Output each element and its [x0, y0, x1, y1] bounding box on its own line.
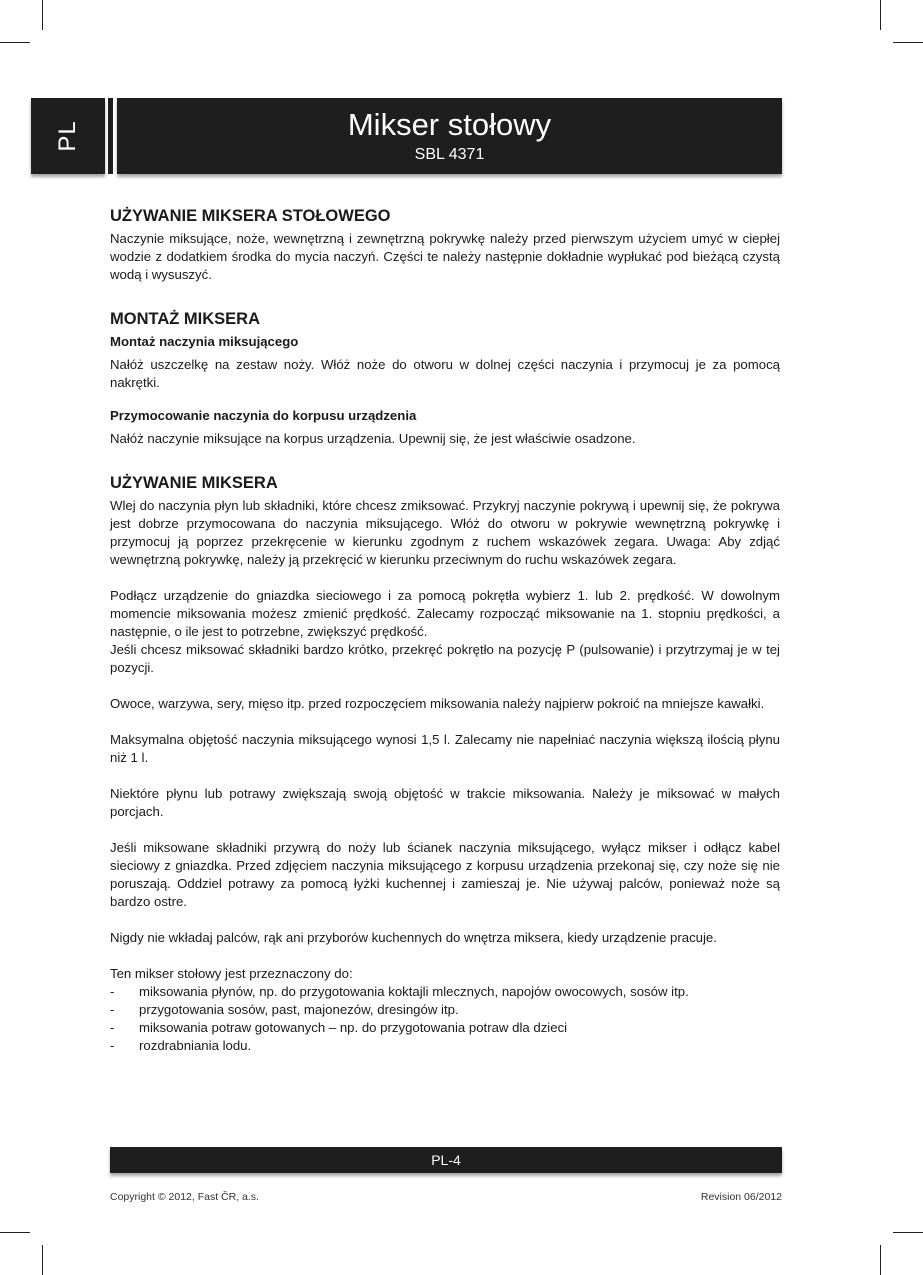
paragraph: Naczynie miksujące, noże, wewnętrzną i zewnętrzną pokrywkę należy przed pierwszym użyciem umyć w ciepłej wodzie z dodatkiem środka do mycia naczyń. Części te należy następnie dokładnie wypłukać pod bieżącą czystą wodą i wysuszyć.	[110, 231, 780, 282]
language-label: PL	[54, 120, 81, 152]
paragraph: Nigdy nie wkładaj palców, rąk ani przyborów kuchennych do wnętrza miksera, kiedy urządzenie pracuje.	[110, 930, 717, 945]
list-item: - miksowania płynów, np. do przygotowania koktajli mlecznych, napojów owocowych, sosów itp.	[110, 984, 689, 999]
crop-mark	[0, 42, 30, 43]
section-heading-assembly: MONTAŻ MIKSERA	[110, 310, 261, 328]
crop-mark	[42, 0, 43, 30]
page-header	[117, 98, 782, 174]
paragraph: Maksymalna objętość naczynia miksującego wynosi 1,5 l. Zalecamy nie napełniać naczynia większą ilością płynu niż 1 l.	[110, 732, 780, 765]
paragraph: Nałóż naczynie miksujące na korpus urządzenia. Upewnij się, że jest właściwie osadzone.	[110, 431, 636, 446]
crop-mark	[880, 1245, 881, 1275]
page-number-bar	[110, 1147, 782, 1173]
subheading-bowl-assembly: Montaż naczynia miksującego	[110, 334, 299, 349]
crop-mark	[893, 1232, 923, 1233]
usage-list	[110, 983, 780, 1055]
crop-mark	[42, 1245, 43, 1275]
crop-mark	[0, 1232, 30, 1233]
section-heading-operation: UŻYWANIE MIKSERA	[110, 474, 278, 492]
revision-label: Revision 06/2012	[700, 1191, 782, 1203]
subheading-bowl-mounting: Przymocowanie naczynia do korpusu urządzenia	[110, 408, 417, 423]
section-heading-using: UŻYWANIE MIKSERA STOŁOWEGO	[110, 207, 391, 225]
paragraph: Jeśli miksowane składniki przywrą do noży lub ścianek naczynia miksującego, wyłącz mikser i odłącz kabel sieciowy z gniazdka. Przed zdjęciem naczynia miksującego z korpusu urządzenia przekonaj się, czy noże się nie poruszają. Oddziel potrawy za pomocą łyżki kuchennej i zamieszaj je. Nie używaj palców, ponieważ noże są bardzo ostre.	[110, 840, 780, 909]
paragraph: Nałóż uszczelkę na zestaw noży. Włóż noże do otworu w dolnej części naczynia i przymocuj je za pomocą nakrętki.	[110, 357, 780, 390]
document-body	[110, 206, 780, 1055]
model-number: SBL 4371	[414, 146, 485, 163]
header-divider	[108, 98, 113, 174]
list-item: - rozdrabniania lodu.	[110, 1038, 252, 1053]
list-item: - miksowania potraw gotowanych – np. do przygotowania potraw dla dzieci	[110, 1020, 568, 1035]
copyright-notice: Copyright © 2012, Fast ČR, a.s.	[110, 1191, 259, 1203]
paragraph: Niektóre płynu lub potrawy zwiększają swoją objętość w trakcie miksowania. Należy je miksować w małych porcjach.	[110, 786, 780, 819]
paragraph: Jeśli chcesz miksować składniki bardzo krótko, przekręć pokrętło na pozycję P (pulsowanie) i przytrzymaj je w tej pozycji.	[110, 642, 780, 675]
list-item: - przygotowania sosów, past, majonezów, dresingów itp.	[110, 1002, 459, 1017]
paragraph: Owoce, warzywa, sery, mięso itp. przed rozpoczęciem miksowania należy najpierw pokroić na mniejsze kawałki.	[110, 696, 765, 711]
paragraph: Wlej do naczynia płyn lub składniki, które chcesz zmiksować. Przykryj naczynie pokrywą i upewnij się, że pokrywa jest dobrze przymocowana do naczynia miksującego. Włóż do otworu w pokrywie wewnętrzną pokrywkę i przymocuj ją poprzez przekręcenie w kierunku zgodnym z ruchem wskazówek zegara. Uwaga: Aby zdjąć wewnętrzną pokrywkę, należy ją przekręcić w kierunku przeciwnym do ruchu wskazówek zegara.	[110, 498, 780, 567]
crop-mark	[880, 0, 881, 30]
paragraph: Podłącz urządzenie do gniazdka sieciowego i za pomocą pokrętła wybierz 1. lub 2. prędkość. W dowolnym momencie miksowania możesz zmienić prędkość. Zalecamy rozpocząć miksowanie na 1. stopniu prędkości, a następnie, o ile jest to potrzebne, zwiększyć prędkość.	[110, 588, 780, 639]
language-tab	[31, 98, 105, 174]
page-number: PL-4	[431, 1152, 461, 1168]
page-title: Mikser stołowy	[347, 107, 552, 142]
crop-mark	[893, 42, 923, 43]
paragraph: Ten mikser stołowy jest przeznaczony do:	[110, 966, 353, 981]
